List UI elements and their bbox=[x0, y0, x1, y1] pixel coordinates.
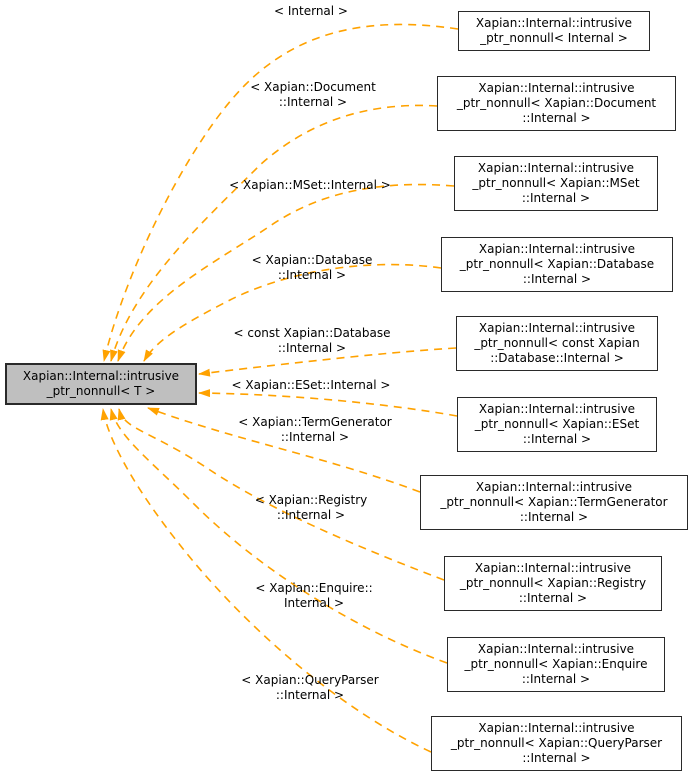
node-line: Xapian::Internal::intrusive bbox=[477, 161, 635, 175]
node-line: Xapian::Internal::intrusive bbox=[477, 642, 635, 656]
edge-label-line: < Xapian::ESet::Internal > bbox=[231, 378, 391, 392]
node-line: _ptr_nonnull< Internal > bbox=[480, 31, 628, 45]
node-line: Xapian::Internal::intrusive bbox=[475, 480, 633, 494]
edge-label-line: < Internal > bbox=[274, 4, 348, 18]
edge-label-line: < Xapian::QueryParser bbox=[241, 673, 379, 687]
node-line: Xapian::Internal::intrusive bbox=[478, 721, 635, 735]
node-line: Xapian::Internal::intrusive bbox=[478, 242, 636, 256]
edge-label-line: ::Internal > bbox=[277, 268, 347, 282]
edge-label-line: < const Xapian::Database bbox=[233, 326, 391, 340]
node-intrusive-ptr-nonnull-xapian-queryparser-internal[interactable] bbox=[431, 716, 682, 771]
node-line: ::Internal > bbox=[519, 510, 589, 524]
edge-label-xapian-registry-internal bbox=[246, 493, 376, 523]
node-line: _ptr_nonnull< Xapian::TermGenerator bbox=[440, 495, 668, 509]
edge-label-xapian-mset-internal bbox=[222, 178, 398, 193]
edge-label-xapian-termgenerator-internal bbox=[227, 415, 403, 445]
edge-label-line: < Xapian::Registry bbox=[254, 493, 368, 507]
node-line: ::Internal > bbox=[522, 272, 592, 286]
node-intrusive-ptr-nonnull-xapian-database-internal[interactable] bbox=[441, 237, 673, 292]
node-line: _ptr_nonnull< Xapian::Registry bbox=[459, 576, 647, 590]
edge-label-xapian-database-internal bbox=[237, 253, 387, 283]
node-line: _ptr_nonnull< T > bbox=[46, 384, 156, 398]
node-intrusive-ptr-nonnull-xapian-termgenerator-internal[interactable] bbox=[420, 475, 688, 530]
edge-label-line: Internal > bbox=[283, 596, 345, 610]
edge-label-line: ::Internal > bbox=[280, 430, 350, 444]
node-intrusive-ptr-nonnull-internal[interactable] bbox=[458, 11, 650, 51]
edge-label-line: < Xapian::Database bbox=[251, 253, 373, 267]
node-line: ::Internal > bbox=[521, 672, 591, 686]
edge-label-xapian-eset-internal bbox=[222, 378, 400, 393]
node-intrusive-ptr-nonnull-const-xapian-database-internal[interactable] bbox=[456, 316, 658, 371]
node-intrusive-ptr-nonnull-xapian-enquire-internal[interactable] bbox=[447, 637, 665, 692]
edge-label-xapian-enquire-internal bbox=[250, 581, 378, 611]
node-line: Xapian::Internal::intrusive bbox=[478, 321, 636, 335]
edge-label-line: ::Internal > bbox=[276, 508, 346, 522]
node-line: _ptr_nonnull< Xapian::QueryParser bbox=[450, 736, 663, 750]
edge-xapian-enquire-internal bbox=[111, 409, 447, 663]
node-line: ::Internal > bbox=[518, 591, 588, 605]
node-line: ::Internal > bbox=[522, 432, 592, 446]
edge-label-xapian-queryparser-internal bbox=[232, 673, 388, 703]
node-line: _ptr_nonnull< Xapian::ESet bbox=[474, 417, 640, 431]
node-line: ::Internal > bbox=[522, 751, 591, 765]
node-line: Xapian::Internal::intrusive bbox=[22, 369, 180, 383]
node-line: ::Internal > bbox=[522, 111, 591, 125]
edge-label-line: ::Internal > bbox=[275, 688, 345, 702]
node-line: Xapian::Internal::intrusive bbox=[475, 16, 633, 30]
node-intrusive-ptr-nonnull-xapian-mset-internal[interactable] bbox=[454, 156, 658, 211]
node-intrusive-ptr-nonnull-xapian-registry-internal[interactable] bbox=[444, 556, 662, 611]
edge-label-line: < Xapian::Enquire:: bbox=[255, 581, 373, 595]
node-line: Xapian::Internal::intrusive bbox=[478, 81, 635, 95]
edge-label-xapian-document-internal bbox=[233, 80, 393, 110]
node-intrusive-ptr-nonnull-t bbox=[5, 363, 197, 405]
node-line: ::Internal > bbox=[521, 191, 591, 205]
edge-label-internal bbox=[261, 4, 361, 19]
edge-label-const-xapian-database-internal bbox=[222, 326, 402, 356]
edge-label-line: ::Internal > bbox=[277, 341, 347, 355]
node-line: _ptr_nonnull< Xapian::Document bbox=[456, 96, 657, 110]
node-line: Xapian::Internal::intrusive bbox=[478, 402, 636, 416]
node-line: _ptr_nonnull< Xapian::Database bbox=[459, 257, 655, 271]
node-intrusive-ptr-nonnull-xapian-eset-internal[interactable] bbox=[457, 397, 657, 452]
edge-label-line: < Xapian::Document bbox=[250, 80, 376, 94]
edge-xapian-eset-internal bbox=[199, 393, 457, 416]
node-line: Xapian::Internal::intrusive bbox=[474, 561, 632, 575]
node-line: _ptr_nonnull< const Xapian bbox=[474, 336, 640, 350]
edge-label-line: < Xapian::TermGenerator bbox=[238, 415, 392, 429]
node-intrusive-ptr-nonnull-xapian-document-internal[interactable] bbox=[437, 76, 676, 131]
edge-label-line: ::Internal > bbox=[278, 95, 348, 109]
edge-label-line: < Xapian::MSet::Internal > bbox=[229, 178, 391, 192]
node-line: _ptr_nonnull< Xapian::Enquire bbox=[464, 657, 648, 671]
edge-xapian-document-internal bbox=[111, 105, 437, 361]
node-line: _ptr_nonnull< Xapian::MSet bbox=[472, 176, 640, 190]
node-line: ::Database::Internal > bbox=[490, 351, 624, 365]
